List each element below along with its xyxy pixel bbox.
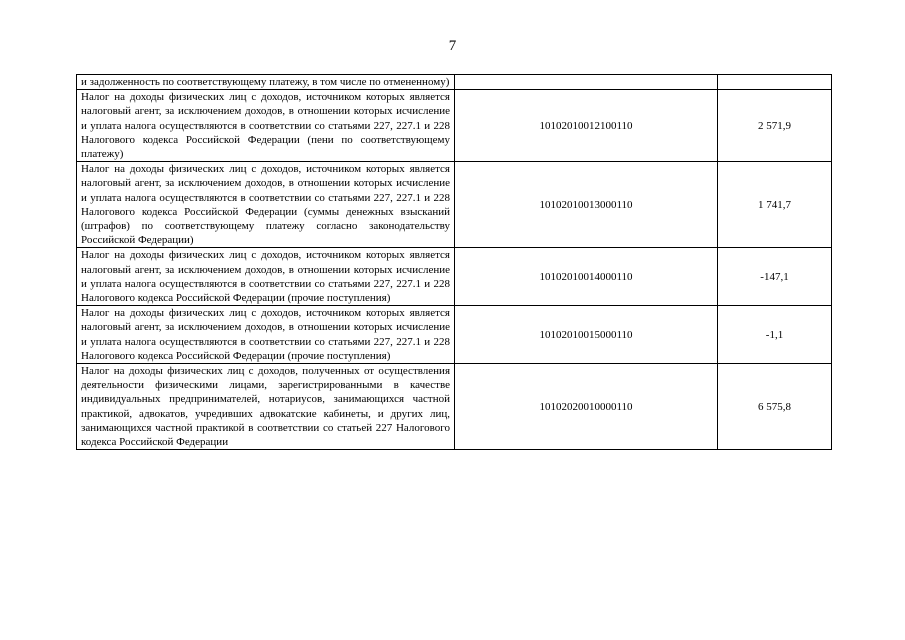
row-amount xyxy=(718,75,832,90)
table-row xyxy=(77,90,832,162)
page-number: 7 xyxy=(448,38,457,54)
row-code xyxy=(455,75,718,90)
row-amount: -1,1 xyxy=(718,306,832,364)
row-code: 10102010012100110 xyxy=(455,90,718,162)
row-description: Налог на доходы физических лиц с доходов, источником которых является налоговый агент, за исключением доходов, в отношении которых исчисление и уплата налога осуществляются в соответствии со статьями 227, 227.1 и 228 Налогового кодекса Российской Федерации (прочие поступления) xyxy=(77,306,455,364)
row-code: 10102010013000110 xyxy=(455,162,718,248)
table-row xyxy=(77,306,832,364)
row-code: 10102020010000110 xyxy=(455,364,718,450)
row-amount: 1 741,7 xyxy=(718,162,832,248)
row-description: Налог на доходы физических лиц с доходов, источником которых является налоговый агент, за исключением доходов, в отношении которых исчисление и уплата налога осуществляются в соответствии со статьями 227, 227.1 и 228 Налогового кодекса Российской Федерации (суммы денежных взысканий (штрафов) по соответствующему платежу согласно законодательству Российской Федерации) xyxy=(77,162,455,248)
row-amount: 6 575,8 xyxy=(718,364,832,450)
table-row xyxy=(77,364,832,450)
row-amount: 2 571,9 xyxy=(718,90,832,162)
table-row xyxy=(77,75,832,90)
row-code: 10102010014000110 xyxy=(455,248,718,306)
row-amount: -147,1 xyxy=(718,248,832,306)
revenue-table xyxy=(76,74,832,450)
row-code: 10102010015000110 xyxy=(455,306,718,364)
row-description: Налог на доходы физических лиц с доходов, источником которых является налоговый агент, за исключением доходов, в отношении которых исчисление и уплата налога осуществляются в соответствии со статьями 227, 227.1 и 228 Налогового кодекса Российской Федерации (прочие поступления) xyxy=(77,248,455,306)
row-description: и задолженность по соответствующему платежу, в том числе по отмененному) xyxy=(77,75,455,90)
table-row xyxy=(77,162,832,248)
row-description: Налог на доходы физических лиц с доходов, источником которых является налоговый агент, за исключением доходов, в отношении которых исчисление и уплата налога осуществляются в соответствии со статьями 227, 227.1 и 228 Налогового кодекса Российской Федерации (пени по соответствующему платежу) xyxy=(77,90,455,162)
table-row xyxy=(77,248,832,306)
row-description: Налог на доходы физических лиц с доходов, полученных от осуществления деятельности физическими лицами, зарегистрированными в качестве индивидуальных предпринимателей, нотариусов, занимающихся частной практикой, адвокатов, учредивших адвокатские кабинеты, и других лиц, занимающихся частной практикой в соответствии со статьей 227 Налогового кодекса Российской Федерации xyxy=(77,364,455,450)
